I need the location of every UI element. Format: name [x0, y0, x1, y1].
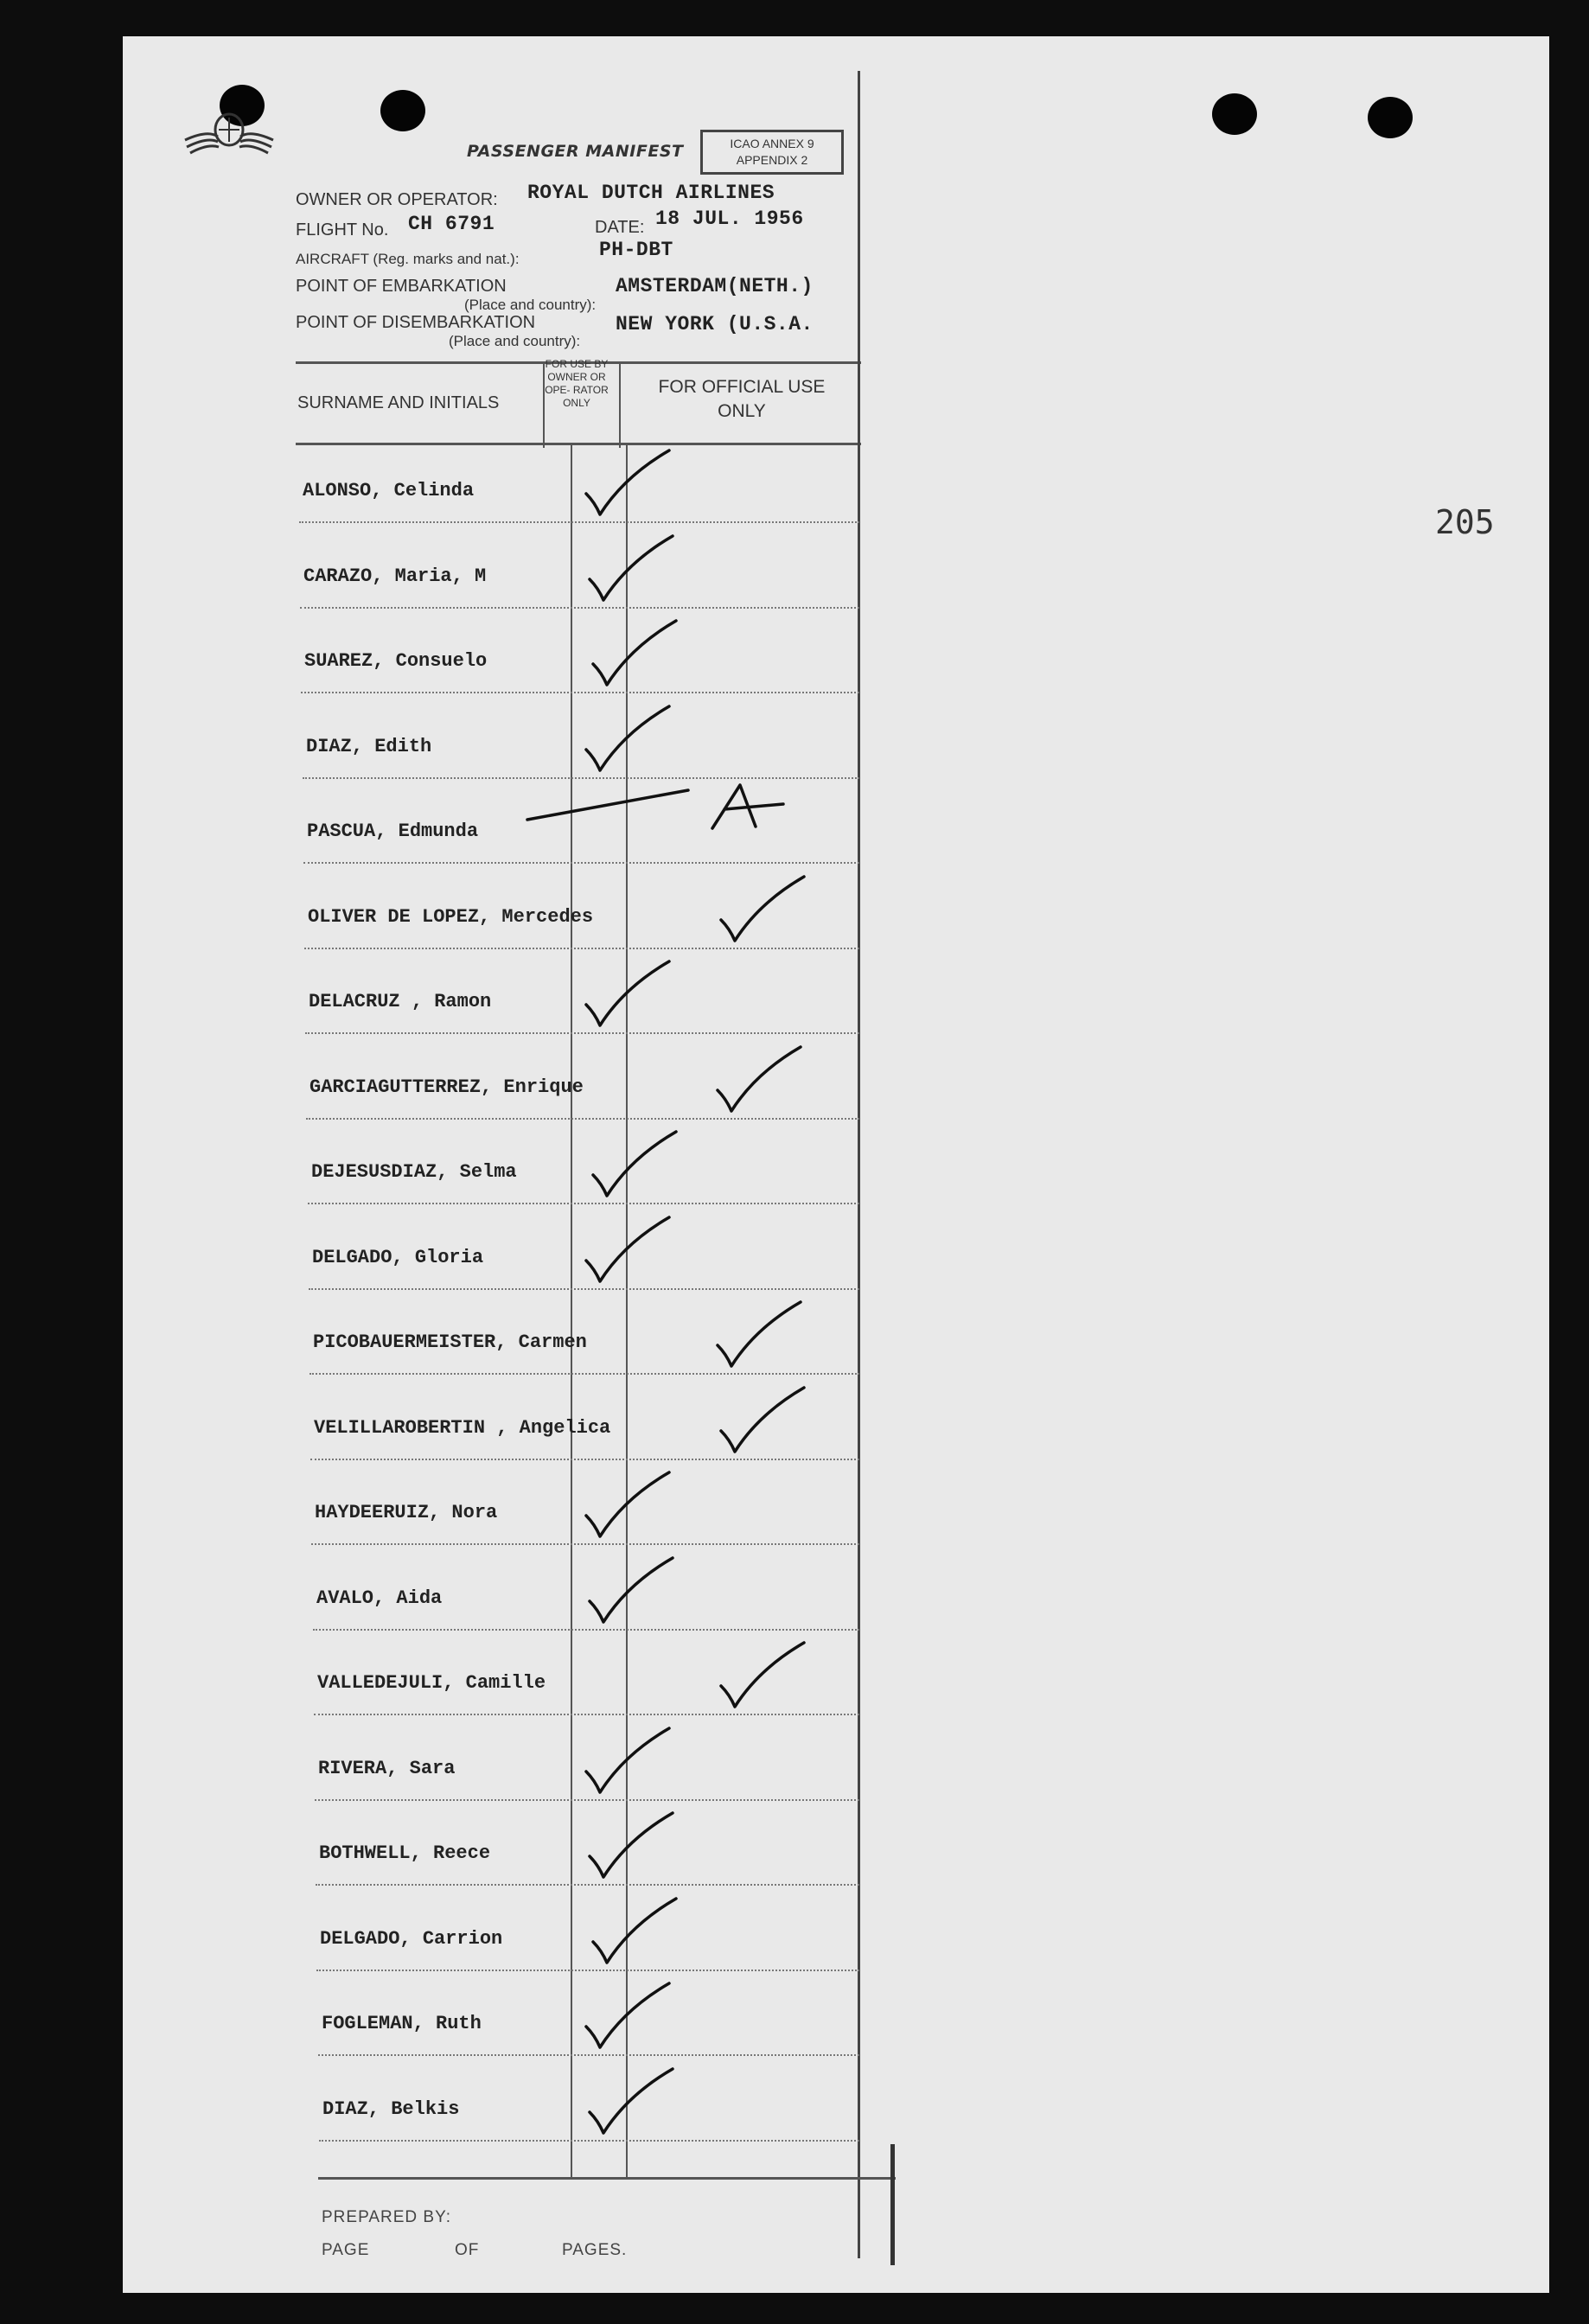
row-divider [299, 521, 859, 523]
punch-hole [1212, 93, 1257, 135]
check-mark-icon [581, 1723, 676, 1801]
check-mark-icon [581, 1978, 676, 2056]
check-mark-icon [581, 956, 676, 1034]
page-number: 205 [1435, 503, 1495, 541]
date-value: 18 JUL. 1956 [655, 208, 804, 230]
embark-label: POINT OF EMBARKATION [296, 277, 507, 296]
punch-hole [1368, 97, 1413, 138]
passenger-name: PASCUA, Edmunda [307, 820, 479, 842]
check-mark-icon [588, 1127, 683, 1204]
passenger-name: DELACRUZ , Ramon [309, 991, 492, 1012]
check-mark-icon [588, 1893, 683, 1971]
passenger-name: GARCIAGUTTERREZ, Enrique [310, 1076, 584, 1098]
manifest-title: PASSENGER MANIFEST [467, 142, 684, 161]
check-mark-icon [581, 1212, 676, 1290]
check-mark-icon [716, 872, 811, 949]
disembark-label: POINT OF DISEMBARKATION [296, 313, 536, 332]
official-annotation-mark [524, 778, 801, 830]
icao-box [700, 130, 844, 175]
passenger-name: VELILLAROBERTIN , Angelica [314, 1417, 611, 1439]
prepared-by-label: PREPARED BY: [322, 2208, 451, 2226]
icao-line: ICAO ANNEX 9 [730, 137, 814, 150]
owner-value: ROYAL DUTCH AIRLINES [527, 182, 775, 204]
of-label: OF [455, 2241, 480, 2259]
passenger-name: AVALO, Aida [316, 1587, 443, 1609]
column-header-official-line: ONLY [718, 401, 766, 421]
column-rule [571, 445, 572, 2180]
row-divider [303, 862, 859, 864]
disembark-sublabel: (Place and country): [449, 333, 581, 349]
passenger-name: FOGLEMAN, Ruth [322, 2013, 482, 2034]
check-mark-icon [716, 1382, 811, 1460]
pages-label: PAGES. [562, 2241, 628, 2259]
check-mark-icon [712, 1297, 807, 1375]
passenger-name: DEJESUSDIAZ, Selma [311, 1161, 517, 1183]
flight-label: FLIGHT No. [296, 220, 389, 239]
column-header-surname: SURNAME AND INITIALS [297, 393, 500, 412]
aircraft-label: AIRCRAFT (Reg. marks and nat.): [296, 251, 520, 267]
icao-line: APPENDIX 2 [736, 153, 808, 167]
column-header-official [638, 375, 846, 424]
punch-hole [380, 90, 425, 131]
page-label: PAGE [322, 2241, 370, 2259]
check-mark-icon [584, 531, 680, 609]
passenger-name: DELGADO, Carrion [320, 1928, 503, 1950]
passenger-name: DELGADO, Gloria [312, 1247, 484, 1268]
check-mark-icon [584, 1808, 680, 1886]
flight-value: CH 6791 [408, 213, 495, 235]
check-mark-icon [584, 1553, 680, 1631]
row-divider [300, 607, 859, 609]
column-rule [858, 71, 860, 2258]
row-divider [308, 1203, 859, 1204]
check-mark-icon [581, 701, 676, 779]
check-mark-icon [716, 1638, 811, 1715]
disembark-value: NEW YORK (U.S.A. [616, 313, 814, 335]
column-header-official-line: FOR OFFICIAL USE [658, 377, 826, 397]
check-mark-icon [584, 2064, 680, 2142]
check-mark-icon [581, 445, 676, 523]
passenger-name: PICOBAUERMEISTER, Carmen [313, 1331, 587, 1353]
passenger-name: DIAZ, Edith [306, 736, 432, 757]
row-divider [301, 692, 859, 693]
passenger-name: SUAREZ, Consuelo [304, 650, 488, 672]
column-rule [619, 361, 621, 448]
passenger-name: CARAZO, Maria, M [303, 565, 487, 587]
check-mark-icon [588, 616, 683, 693]
check-mark-icon [712, 1042, 807, 1120]
passenger-name: BOTHWELL, Reece [319, 1842, 491, 1864]
passenger-name: HAYDEERUIZ, Nora [315, 1502, 498, 1523]
owner-label: OWNER OR OPERATOR: [296, 190, 498, 209]
date-label: DATE: [595, 218, 645, 237]
embark-sublabel: (Place and country): [464, 297, 597, 313]
check-mark-icon [581, 1467, 676, 1545]
page-edge-rule [890, 2144, 895, 2265]
passenger-name: OLIVER DE LOPEZ, Mercedes [308, 906, 594, 928]
column-header-owner: FOR USE BY OWNER OR OPE- RATOR ONLY [545, 358, 609, 409]
embark-value: AMSTERDAM(NETH.) [616, 275, 814, 297]
passenger-name: ALONSO, Celinda [303, 480, 475, 501]
klm-crest-icon [182, 104, 277, 164]
footer-rule [318, 2177, 896, 2180]
aircraft-value: PH-DBT [599, 239, 673, 261]
passenger-name: DIAZ, Belkis [322, 2098, 460, 2120]
passenger-name: RIVERA, Sara [318, 1758, 456, 1779]
passenger-name: VALLEDEJULI, Camille [317, 1672, 546, 1694]
header-rule [296, 443, 861, 445]
